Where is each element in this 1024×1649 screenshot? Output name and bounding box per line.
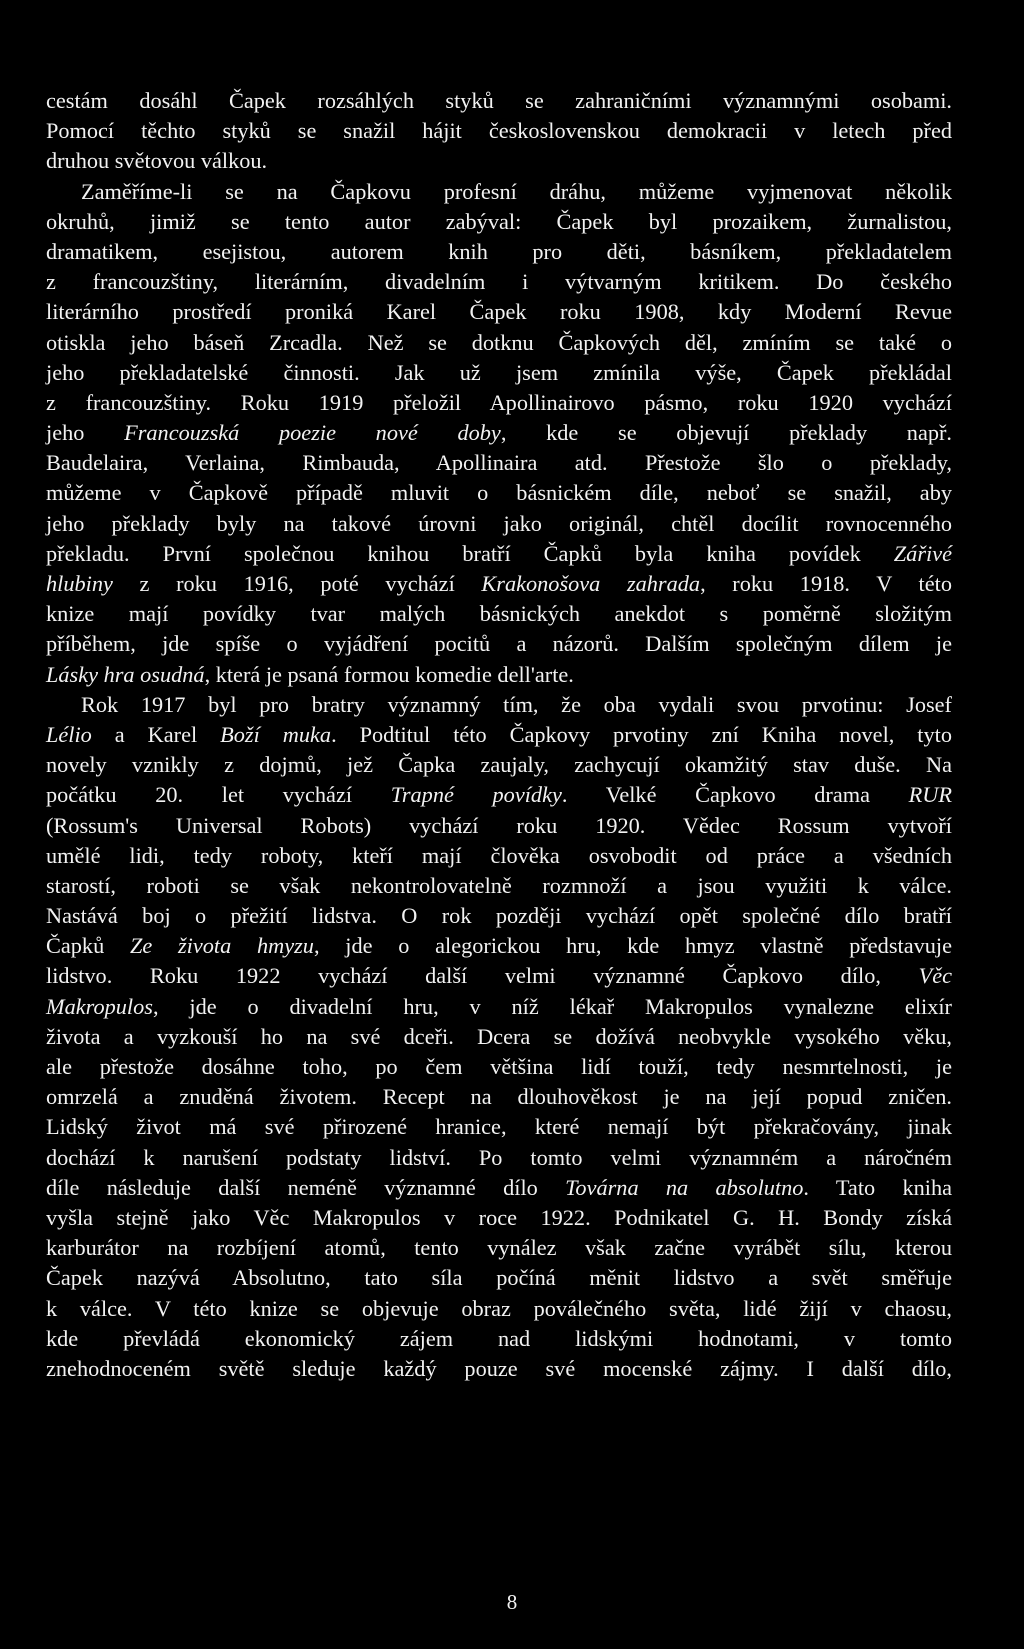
text-run: , jde o divadelní hru, v níž lékař Makropulos vynalezne elixír (152, 993, 952, 1019)
text-run: cestám dosáhl Čapek rozsáhlých styků se zahraničními významnými osobami. (46, 88, 952, 113)
italic-title: Lélio (46, 721, 92, 747)
text-line (46, 992, 952, 1022)
italic-title: Věc (918, 963, 952, 989)
text-line (46, 1112, 952, 1142)
text-run: , kde se objevují překlady např. (500, 420, 952, 446)
text-run: literárního prostředí proniká Karel Čapek roku 1908, kdy Moderní Revue (46, 299, 952, 325)
text-run: Rok 1917 byl pro bratry významný tím, že oba vydali svou prvotinu: Josef (81, 691, 952, 717)
text-run: jeho překlady byly na takové úrovni jako originál, chtěl docílit rovnocenného (46, 510, 952, 536)
text-line (46, 1022, 952, 1052)
italic-title: Lásky hra osudná (46, 661, 205, 687)
text-run: Pomocí těchto styků se snažil hájit československou demokracii v letech před (46, 118, 952, 144)
text-line (46, 1324, 952, 1354)
text-run: , roku 1918. V této (700, 571, 952, 596)
text-line (46, 146, 952, 176)
text-line (46, 328, 952, 358)
document-body (46, 86, 952, 1384)
italic-title: Boží muka (220, 721, 332, 747)
text-run: vyšla stejně jako Věc Makropulos v roce 1922. Podnikatel G. H. Bondy získá (46, 1204, 952, 1230)
text-run: . Velké Čapkovo drama (561, 782, 909, 808)
text-line (46, 599, 952, 629)
text-line (46, 780, 952, 810)
text-line (46, 720, 952, 750)
text-run: k válce. V této knize se objevuje obraz poválečného světa, lidé žijí v chaosu, (46, 1295, 952, 1321)
text-line (46, 267, 952, 297)
italic-title: hlubiny (46, 571, 113, 596)
text-line (46, 901, 952, 931)
text-run: Nastává boj o přežití lidstva. O rok později vychází opět společné dílo bratří (46, 903, 952, 929)
text-line (46, 86, 952, 116)
text-line (46, 569, 952, 599)
text-line (46, 207, 952, 237)
text-line (46, 1143, 952, 1173)
text-run: Baudelaira, Verlaina, Rimbauda, Apollinaira atd. Přestože šlo o překlady, (46, 450, 952, 476)
italic-title: Trapné povídky (390, 782, 562, 808)
text-run: knize mají povídky tvar malých básnických anekdot s poměrně složitým (46, 601, 952, 627)
text-line (46, 1082, 952, 1112)
text-run: otiskla jeho báseň Zrcadla. Než se dotknu Čapkových děl, zmíním se také o (46, 329, 952, 355)
text-run: okruhů, jimiž se tento autor zabýval: Čapek byl prozaikem, žurnalistou, (46, 208, 952, 234)
italic-title: Makropulos (46, 993, 153, 1019)
text-run: Lidský život má své přirozené hranice, které nemají být překračovány, jinak (46, 1114, 952, 1140)
text-run: jeho (46, 420, 125, 446)
text-run: (Rossum's Universal Robots) vychází roku 1920. Vědec Rossum vytvoří (46, 812, 952, 838)
italic-title: RUR (908, 782, 952, 808)
text-run: lidstvo. Roku 1922 vychází další velmi významné Čapkovo dílo, (46, 963, 919, 989)
text-line (46, 1354, 952, 1384)
text-run: starostí, roboti se však nekontrolovatelně rozmnoží a jsou využiti k válce. (46, 872, 952, 898)
text-run: můžeme v Čapkově případě mluvit o básnickém díle, neboť se snažil, aby (46, 480, 952, 506)
text-run: . Podtitul této Čapkovy prvotiny zní Kniha novel, tyto (331, 721, 952, 747)
text-line (46, 1052, 952, 1082)
italic-title: Francouzská poezie nové doby (124, 420, 501, 446)
text-line (46, 1203, 952, 1233)
text-run: , jde o alegorickou hru, kde hmyz vlastně představuje (313, 933, 952, 959)
text-line (46, 1173, 952, 1203)
text-line (46, 690, 952, 720)
text-run: Čapek nazývá Absolutno, tato síla počíná měnit lidstvo a svět směřuje (46, 1265, 952, 1291)
text-run: a Karel (91, 721, 221, 747)
text-line (46, 358, 952, 388)
text-run: díle následuje další neméně významné dílo (46, 1174, 566, 1200)
text-run: počátku 20. let vychází (46, 782, 391, 808)
text-run: omrzelá a znuděná životem. Recept na dlouhověkost je na její popud zničen. (46, 1084, 952, 1110)
text-run: ale přestože dosáhne toho, po čem většina lidí touží, tedy nesmrtelnosti, je (46, 1054, 952, 1079)
text-line (46, 297, 952, 327)
text-run: umělé lidi, tedy roboty, kteří mají člověka osvobodit od práce a všedních (46, 842, 952, 868)
text-run: . Tato kniha (803, 1174, 952, 1200)
text-line (46, 841, 952, 871)
text-run: kde převládá ekonomický zájem nad lidskými hodnotami, v tomto (46, 1325, 952, 1351)
text-line (46, 418, 952, 448)
text-line (46, 811, 952, 841)
italic-title: Ze života hmyzu (129, 933, 314, 959)
page-number: 8 (506, 1590, 518, 1614)
text-line (46, 237, 952, 267)
italic-title: Zářivé (893, 540, 952, 566)
text-line (46, 539, 952, 569)
text-line (46, 1263, 952, 1293)
text-run: života a vyzkouší ho na své dceři. Dcera se dožívá neobvykle vysokého věku, (46, 1023, 952, 1049)
text-line (46, 750, 952, 780)
text-line (46, 388, 952, 418)
text-run: z francouzštiny, literárním, divadelním i výtvarným kritikem. Do českého (46, 269, 952, 295)
text-line (46, 509, 952, 539)
text-line (46, 1233, 952, 1263)
text-run: z roku 1916, poté vychází (112, 571, 482, 596)
text-run: jeho překladatelské činnosti. Jak už jsem zmínila výše, Čapek překládal (46, 359, 952, 385)
text-line (46, 660, 952, 690)
italic-title: Továrna na absolutno (565, 1174, 804, 1200)
text-line (46, 116, 952, 146)
text-run: Zaměříme-li se na Čapkovu profesní dráhu, můžeme vyjmenovat několik (81, 178, 952, 204)
italic-title: Krakonošova zahrada (481, 571, 701, 596)
text-line (46, 629, 952, 659)
text-line (46, 931, 952, 961)
text-line (46, 448, 952, 478)
text-run: dochází k narušení podstaty lidství. Po tomto velmi významném a náročném (46, 1144, 952, 1170)
text-run: druhou světovou válkou. (46, 148, 268, 174)
text-run: novely vznikly z dojmů, jež Čapka zaujaly, zachycují okamžitý stav duše. Na (46, 752, 952, 778)
text-run: z francouzštiny. Roku 1919 přeložil Apollinairovo pásmo, roku 1920 vychází (46, 389, 952, 415)
text-run: Čapků (46, 933, 130, 959)
text-line (46, 478, 952, 508)
text-run: , která je psaná formou komedie dell'arte. (204, 661, 574, 687)
text-run: příběhem, jde spíše o vyjádření pocitů a názorů. Dalším společným dílem je (46, 631, 952, 657)
text-line (46, 1294, 952, 1324)
text-run: znehodnoceném světě sleduje každý pouze své mocenské zájmy. I další dílo, (46, 1355, 952, 1381)
text-run: překladu. První společnou knihou bratří Čapků byla kniha povídek (46, 540, 894, 566)
text-run: dramatikem, esejistou, autorem knih pro děti, básníkem, překladatelem (46, 238, 952, 264)
text-line (46, 871, 952, 901)
text-line (46, 177, 952, 207)
text-line (46, 961, 952, 991)
text-run: karburátor na rozbíjení atomů, tento vynález však začne vyrábět sílu, kterou (46, 1235, 952, 1261)
